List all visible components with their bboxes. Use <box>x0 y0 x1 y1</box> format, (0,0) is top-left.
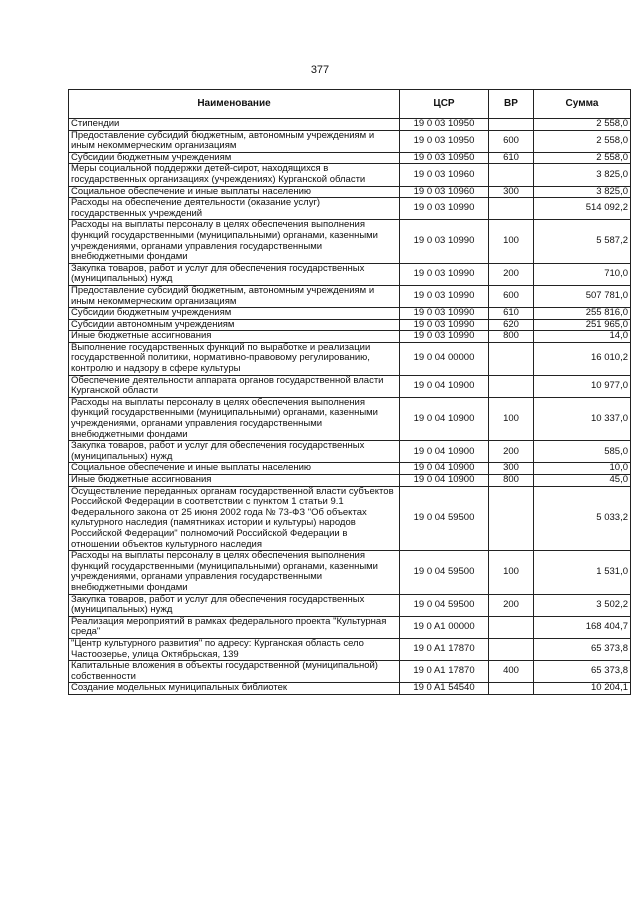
cell-sum: 10 337,0 <box>534 397 631 440</box>
table-row <box>69 342 631 375</box>
cell-sum: 2 558,0 <box>534 119 631 131</box>
cell-sum: 251 965,0 <box>534 319 631 331</box>
page-number: 377 <box>310 64 330 76</box>
cell-sum: 5 587,2 <box>534 220 631 263</box>
cell-vr <box>489 164 534 186</box>
table-row <box>69 164 631 186</box>
cell-name: Реализация мероприятий в рамках федерального проекта "Культурная среда" <box>69 616 400 638</box>
cell-csr: 19 0 03 10990 <box>400 285 489 307</box>
cell-csr: 19 0 A1 17870 <box>400 661 489 683</box>
cell-vr <box>489 486 534 551</box>
cell-name: "Центр культурного развития" по адресу: Курганская область село Частоозерье, улица Октябрьская, 139 <box>69 638 400 660</box>
cell-csr: 19 0 04 10900 <box>400 475 489 487</box>
table-row <box>69 551 631 594</box>
cell-name: Капитальные вложения в объекты государственной (муниципальной) собственности <box>69 661 400 683</box>
cell-csr: 19 0 03 10990 <box>400 319 489 331</box>
cell-name: Социальное обеспечение и иные выплаты населению <box>69 463 400 475</box>
table-row <box>69 616 631 638</box>
cell-csr: 19 0 04 59500 <box>400 594 489 616</box>
table-header-row <box>69 90 631 119</box>
cell-name: Субсидии бюджетным учреждениям <box>69 308 400 320</box>
cell-vr: 600 <box>489 285 534 307</box>
cell-csr: 19 0 04 00000 <box>400 342 489 375</box>
cell-vr <box>489 375 534 397</box>
table-row <box>69 397 631 440</box>
cell-sum: 10 977,0 <box>534 375 631 397</box>
cell-csr: 19 0 04 10900 <box>400 441 489 463</box>
cell-name: Создание модельных муниципальных библиотек <box>69 683 400 695</box>
cell-vr: 800 <box>489 331 534 343</box>
cell-name: Расходы на выплаты персоналу в целях обеспечения выполнения функций государственными (муниципальными) органами, казенными учреждениями, органами управления государственными внебюджетными фондами <box>69 551 400 594</box>
cell-name: Закупка товаров, работ и услуг для обеспечения государственных (муниципальных) нужд <box>69 263 400 285</box>
table-row <box>69 375 631 397</box>
cell-vr: 610 <box>489 152 534 164</box>
table-row <box>69 463 631 475</box>
cell-csr: 19 0 A1 17870 <box>400 638 489 660</box>
cell-name: Расходы на обеспечение деятельности (оказание услуг) государственных учреждений <box>69 198 400 220</box>
cell-vr <box>489 119 534 131</box>
cell-csr: 19 0 03 10950 <box>400 152 489 164</box>
table-row <box>69 119 631 131</box>
cell-name: Стипендии <box>69 119 400 131</box>
cell-sum: 507 781,0 <box>534 285 631 307</box>
cell-csr: 19 0 03 10960 <box>400 186 489 198</box>
table-row <box>69 308 631 320</box>
cell-vr: 100 <box>489 551 534 594</box>
cell-vr: 400 <box>489 661 534 683</box>
cell-csr: 19 0 03 10990 <box>400 308 489 320</box>
table-row <box>69 594 631 616</box>
table-row <box>69 220 631 263</box>
cell-sum: 2 558,0 <box>534 152 631 164</box>
cell-sum: 45,0 <box>534 475 631 487</box>
cell-sum: 168 404,7 <box>534 616 631 638</box>
table-row <box>69 152 631 164</box>
cell-name: Субсидии автономным учреждениям <box>69 319 400 331</box>
cell-name: Иные бюджетные ассигнования <box>69 475 400 487</box>
cell-name: Иные бюджетные ассигнования <box>69 331 400 343</box>
cell-name: Предоставление субсидий бюджетным, автономным учреждениям и иным некоммерческим организациям <box>69 130 400 152</box>
table-row <box>69 475 631 487</box>
cell-csr: 19 0 03 10990 <box>400 220 489 263</box>
cell-vr: 200 <box>489 441 534 463</box>
cell-sum: 3 502,2 <box>534 594 631 616</box>
cell-sum: 16 010,2 <box>534 342 631 375</box>
cell-vr <box>489 198 534 220</box>
cell-sum: 2 558,0 <box>534 130 631 152</box>
header-name: Наименование <box>69 90 400 119</box>
cell-vr: 100 <box>489 397 534 440</box>
cell-vr <box>489 342 534 375</box>
table-row <box>69 661 631 683</box>
cell-sum: 3 825,0 <box>534 164 631 186</box>
table-row <box>69 285 631 307</box>
cell-vr <box>489 638 534 660</box>
cell-sum: 10,0 <box>534 463 631 475</box>
cell-sum: 710,0 <box>534 263 631 285</box>
cell-name: Осуществление переданных органам государственной власти субъектов Российской Федерации в соответствии с пунктом 1 статьи 9.1 Федерального закона от 25 июня 2002 года № 73-ФЗ "Об объектах культурного наследия (памятниках истории и культуры) народов Российской Федерации" полномочий Российской Федерации в отношении объектов культурного наследия <box>69 486 400 551</box>
cell-sum: 1 531,0 <box>534 551 631 594</box>
cell-vr: 800 <box>489 475 534 487</box>
cell-csr: 19 0 04 10900 <box>400 397 489 440</box>
table-row <box>69 441 631 463</box>
cell-vr: 100 <box>489 220 534 263</box>
cell-name: Расходы на выплаты персоналу в целях обеспечения выполнения функций государственными (муниципальными) органами, казенными учреждениями, органами управления государственными внебюджетными фондами <box>69 220 400 263</box>
cell-name: Закупка товаров, работ и услуг для обеспечения государственных (муниципальных) нужд <box>69 441 400 463</box>
cell-vr <box>489 683 534 695</box>
cell-vr: 200 <box>489 263 534 285</box>
cell-vr: 300 <box>489 463 534 475</box>
cell-csr: 19 0 04 10900 <box>400 463 489 475</box>
cell-vr: 620 <box>489 319 534 331</box>
cell-sum: 514 092,2 <box>534 198 631 220</box>
cell-name: Выполнение государственных функций по выработке и реализации государственной политики, нормативно-правовому регулированию, контролю и надзору в сфере культуры <box>69 342 400 375</box>
table-row <box>69 683 631 695</box>
table-row <box>69 319 631 331</box>
table-row <box>69 198 631 220</box>
cell-vr: 600 <box>489 130 534 152</box>
budget-table <box>68 89 631 695</box>
cell-sum: 10 204,1 <box>534 683 631 695</box>
cell-sum: 65 373,8 <box>534 661 631 683</box>
cell-csr: 19 0 03 10950 <box>400 130 489 152</box>
table-row <box>69 186 631 198</box>
cell-vr <box>489 616 534 638</box>
cell-name: Предоставление субсидий бюджетным, автономным учреждениям и иным некоммерческим организациям <box>69 285 400 307</box>
cell-name: Расходы на выплаты персоналу в целях обеспечения выполнения функций государственными (муниципальными) органами, казенными учреждениями, органами управления государственными внебюджетными фондами <box>69 397 400 440</box>
cell-vr: 200 <box>489 594 534 616</box>
cell-name: Меры социальной поддержки детей-сирот, находящихся в государственных организациях (учреждениях) Курганской области <box>69 164 400 186</box>
cell-sum: 14,0 <box>534 331 631 343</box>
cell-sum: 3 825,0 <box>534 186 631 198</box>
header-sum: Сумма <box>534 90 631 119</box>
cell-csr: 19 0 03 10960 <box>400 164 489 186</box>
cell-csr: 19 0 03 10990 <box>400 263 489 285</box>
table-row <box>69 263 631 285</box>
cell-csr: 19 0 A1 00000 <box>400 616 489 638</box>
cell-csr: 19 0 04 59500 <box>400 486 489 551</box>
cell-csr: 19 0 03 10990 <box>400 331 489 343</box>
cell-sum: 255 816,0 <box>534 308 631 320</box>
table-row <box>69 130 631 152</box>
cell-vr: 610 <box>489 308 534 320</box>
header-vr: ВР <box>489 90 534 119</box>
table-row <box>69 638 631 660</box>
cell-name: Субсидии бюджетным учреждениям <box>69 152 400 164</box>
cell-name: Обеспечение деятельности аппарата органов государственной власти Курганской области <box>69 375 400 397</box>
cell-sum: 585,0 <box>534 441 631 463</box>
cell-csr: 19 0 A1 54540 <box>400 683 489 695</box>
header-csr: ЦСР <box>400 90 489 119</box>
cell-sum: 65 373,8 <box>534 638 631 660</box>
cell-sum: 5 033,2 <box>534 486 631 551</box>
table-row <box>69 331 631 343</box>
table-row <box>69 486 631 551</box>
cell-csr: 19 0 04 10900 <box>400 375 489 397</box>
table-body <box>69 119 631 695</box>
cell-name: Социальное обеспечение и иные выплаты населению <box>69 186 400 198</box>
cell-csr: 19 0 03 10990 <box>400 198 489 220</box>
cell-name: Закупка товаров, работ и услуг для обеспечения государственных (муниципальных) нужд <box>69 594 400 616</box>
cell-csr: 19 0 03 10950 <box>400 119 489 131</box>
cell-vr: 300 <box>489 186 534 198</box>
cell-csr: 19 0 04 59500 <box>400 551 489 594</box>
